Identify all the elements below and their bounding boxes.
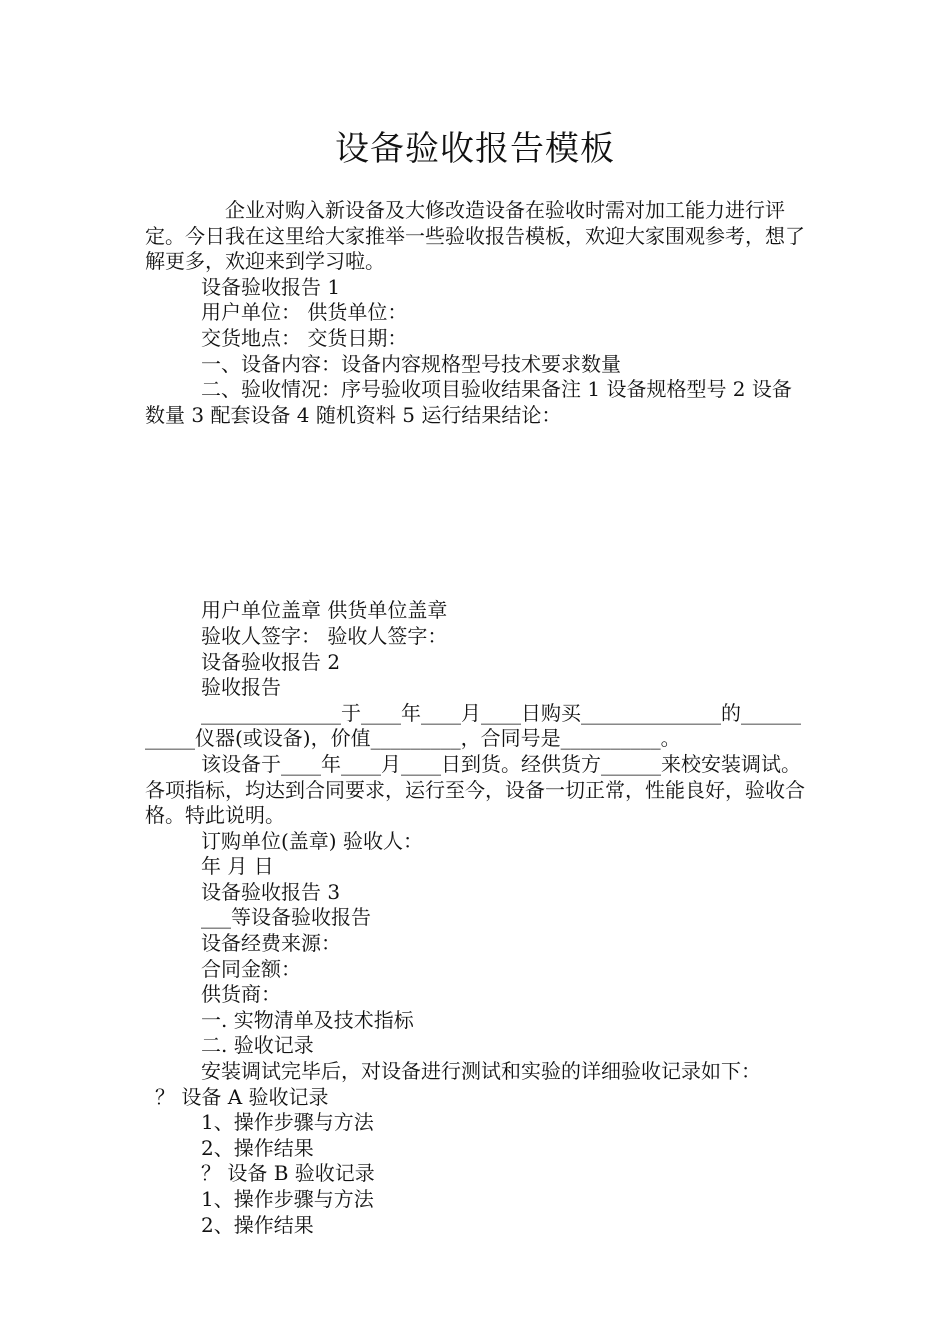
report2-buyer-line: 订购单位(盖章) 验收人： xyxy=(201,828,423,853)
report3-equipment-b-step1: 1、操作步骤与方法 xyxy=(201,1187,374,1211)
blank-space xyxy=(145,428,810,598)
report3-heading: 设备验收报告 3 xyxy=(201,879,341,904)
report3-supplier-line: 供货商： xyxy=(201,982,281,1007)
report1-units-line: 用户单位： 供货单位： xyxy=(201,300,408,325)
report1-section-inspection: 二、验收情况：序号验收项目验收结果备注 1 设备规格型号 2 设备数量 3 配套设备 4 随机资料 5 运行结果结论： xyxy=(145,377,792,427)
document-title: 设备验收报告模板 xyxy=(335,129,615,169)
report3-section-list: 一. 实物清单及技术指标 xyxy=(201,1007,414,1032)
report3-section-records: 二. 验收记录 xyxy=(201,1033,314,1058)
report2-date-line: 年 月 日 xyxy=(201,854,274,879)
report3-equipment-a-step2: 2、操作结果 xyxy=(201,1135,314,1160)
report1-seals-line: 用户单位盖章 供货单位盖章 xyxy=(201,598,448,623)
report3-equipment-b: ？ 设备 B 验收记录 xyxy=(201,1161,375,1186)
report1-signatures-line: 验收人签字： 验收人签字： xyxy=(201,623,448,648)
report2-purchase-paragraph: ______________于____年____月____日购买______________的___________仪器(或设备)，价值_________，合同号是__________。 xyxy=(145,700,801,751)
report3-amount-line: 合同金额： xyxy=(201,956,301,981)
report1-section-content: 一、设备内容：设备内容规格型号技术要求数量 xyxy=(201,351,621,376)
report3-equipment-a-step1: 1、操作步骤与方法 xyxy=(201,1110,374,1135)
report2-delivery-paragraph: 该设备于____年____月____日到货。经供货方______来校安装调试。各项指标，均达到合同要求，运行至今，设备一切正常，性能良好，验收合格。特此说明。 xyxy=(145,751,805,828)
intro-paragraph: 企业对购入新设备及大修改造设备在验收时需对加工能力进行评定。今日我在这里给大家推举一些验收报告模板，欢迎大家围观参考，想了解更多，欢迎来到学习啦。 xyxy=(145,198,805,274)
report3-equipment-b-step2: 2、操作结果 xyxy=(201,1212,314,1237)
report3-funding-line: 设备经费来源： xyxy=(201,931,341,956)
report2-subheading: 验收报告 xyxy=(201,675,281,700)
report1-delivery-line: 交货地点： 交货日期： xyxy=(201,325,408,350)
report3-records-paragraph: 安装调试完毕后，对设备进行测试和实验的详细验收记录如下： xyxy=(201,1059,761,1084)
report2-heading: 设备验收报告 2 xyxy=(201,649,341,674)
report1-heading: 设备验收报告 1 xyxy=(201,274,341,299)
report3-subheading: ___等设备验收报告 xyxy=(201,905,371,930)
document-body xyxy=(145,198,810,1238)
report3-equipment-a: ？ 设备 A 验收记录 xyxy=(155,1084,329,1109)
